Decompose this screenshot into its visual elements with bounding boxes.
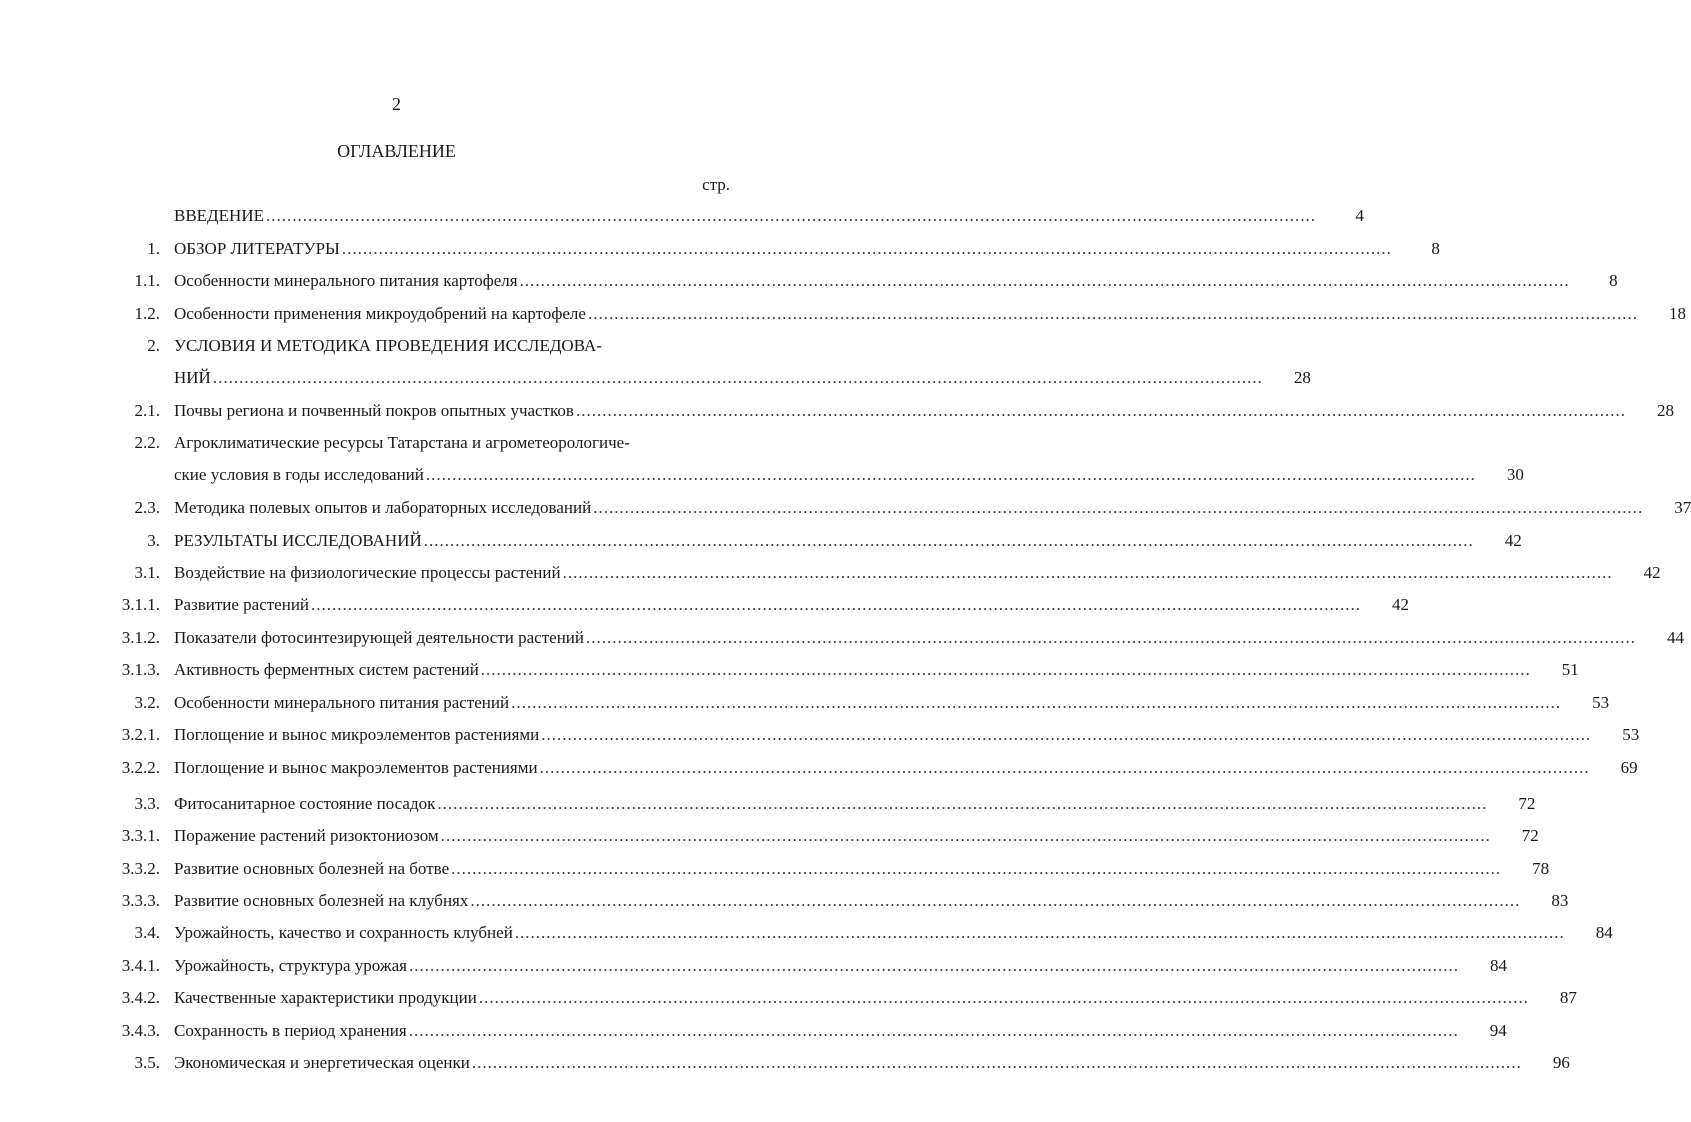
toc-text-continuation: НИЙ	[174, 368, 211, 387]
toc-text: Поражение растений ризоктониозом	[174, 826, 439, 845]
dot-leader: ........................................................................................................................................................................................................	[586, 628, 1636, 647]
toc-page-number: 42	[1392, 595, 1410, 614]
toc-entry	[100, 205, 1364, 227]
toc-text: Развитие основных болезней на ботве	[174, 859, 450, 878]
toc-entry	[100, 793, 1536, 815]
toc-page-number: 72	[1521, 826, 1539, 845]
toc-number: 3.3.	[134, 794, 160, 813]
toc-text: Экономическая и энергетическая оценки	[174, 1053, 470, 1072]
toc-text: Активность ферментных систем растений	[174, 660, 479, 679]
toc-text: Сохранность в период хранения	[174, 1021, 407, 1040]
toc-line	[100, 825, 1539, 847]
toc-entry	[100, 757, 1638, 779]
toc-text: Особенности минерального питания картофеля	[174, 271, 518, 290]
toc-entry	[100, 530, 1522, 552]
toc-page-number: 44	[1667, 628, 1684, 647]
toc-number: 2.3.	[134, 498, 160, 517]
toc-line	[100, 270, 1618, 292]
dot-leader: ........................................................................................................................................................................................................	[341, 239, 1392, 258]
toc-page-number: 94	[1489, 1021, 1507, 1040]
toc-entry	[100, 562, 1661, 584]
toc-entry	[100, 825, 1539, 847]
toc-text: Качественные характеристики продукции	[174, 988, 477, 1007]
dot-leader: ........................................................................................................................................................................................................	[511, 693, 1562, 712]
toc-number: 3.1.2.	[121, 628, 160, 647]
toc-text: Поглощение и вынос микроэлементов растениями	[174, 725, 540, 744]
dot-leader: ........................................................................................................................................................................................................	[514, 923, 1565, 942]
toc-line	[100, 890, 1569, 912]
toc-entry	[100, 335, 1311, 389]
dot-leader: ........................................................................................................................................................................................................	[575, 401, 1626, 420]
toc-line	[100, 238, 1440, 260]
toc-line	[100, 400, 1674, 422]
toc-page-number: 96	[1552, 1053, 1570, 1072]
page-title: ОГЛАВЛЕНИЕ	[337, 141, 456, 161]
toc-number: 1.1.	[134, 271, 160, 290]
dot-leader: ........................................................................................................................................................................................................	[408, 1021, 1459, 1040]
toc-text: Агроклиматические ресурсы Татарстана и агрометеорологиче-	[174, 433, 630, 452]
toc-page-number: 42	[1504, 531, 1522, 550]
toc-entry	[100, 692, 1610, 714]
dot-leader: ........................................................................................................................................................................................................	[519, 271, 1570, 290]
dot-leader: ........................................................................................................................................................................................................	[212, 368, 1263, 387]
toc-number: 2.	[147, 336, 160, 355]
toc-entry	[100, 890, 1569, 912]
toc-text: Развитие растений	[174, 595, 310, 614]
toc-entry	[100, 955, 1507, 977]
dot-leader: ........................................................................................................................................................................................................	[451, 859, 1502, 878]
toc-line	[100, 1020, 1507, 1042]
toc-number: 3.5.	[134, 1053, 160, 1072]
toc-number: 3.2.	[134, 693, 160, 712]
page-number: 2	[392, 94, 401, 114]
toc-text: Урожайность, качество и сохранность клубней	[174, 923, 513, 942]
toc-entry	[100, 1052, 1570, 1074]
dot-leader: ........................................................................................................................................................................................................	[408, 956, 1459, 975]
toc-entry	[100, 922, 1613, 944]
toc-text: Почвы региона и почвенный покров опытных участков	[174, 401, 574, 420]
toc-line	[100, 432, 730, 454]
toc-line	[100, 987, 1577, 1009]
toc-line	[100, 303, 1686, 325]
toc-text: Особенности минерального питания растений	[174, 693, 510, 712]
toc-text: Урожайность, структура урожая	[174, 956, 407, 975]
toc-line-continuation	[100, 367, 1311, 389]
toc-number: 1.2.	[134, 304, 160, 323]
page-column-label: стр.	[702, 175, 730, 194]
dot-leader: ........................................................................................................................................................................................................	[265, 206, 1316, 225]
dot-leader: ........................................................................................................................................................................................................	[480, 660, 1531, 679]
toc-line	[100, 594, 1410, 616]
toc-text: ВВЕДЕНИЕ	[174, 206, 264, 225]
toc-page-number: 28	[1293, 368, 1311, 387]
toc-number: 2.1.	[134, 401, 160, 420]
dot-leader: ........................................................................................................................................................................................................	[541, 725, 1592, 744]
toc-text: Методика полевых опытов и лабораторных исследований	[174, 498, 592, 517]
toc-line	[100, 955, 1507, 977]
toc-entry	[100, 270, 1618, 292]
toc-text: Показатели фотосинтезирующей деятельности растений	[174, 628, 584, 647]
toc-page-number: 51	[1561, 660, 1579, 679]
toc-text: Особенности применения микроудобрений на картофеле	[174, 304, 586, 323]
toc-page-number: 18	[1668, 304, 1686, 323]
toc-text-continuation: ские условия в годы исследований	[174, 465, 424, 484]
toc-entry	[100, 303, 1686, 325]
toc-entry	[100, 432, 1524, 486]
toc-page-number: 84	[1595, 923, 1613, 942]
toc-page-number: 53	[1592, 693, 1610, 712]
toc-text: Воздействие на физиологические процессы растений	[174, 563, 561, 582]
dot-leader: ........................................................................................................................................................................................................	[425, 465, 1476, 484]
toc-text: ОБЗОР ЛИТЕРАТУРЫ	[174, 239, 340, 258]
toc-number: 3.4.2.	[121, 988, 160, 1007]
dot-leader: ........................................................................................................................................................................................................	[593, 498, 1644, 517]
toc-line	[100, 562, 1661, 584]
toc-text: Поглощение и вынос макроэлементов растениями	[174, 758, 538, 777]
toc-page-number: 53	[1622, 725, 1640, 744]
toc-entry	[100, 594, 1410, 616]
toc-line	[100, 205, 1364, 227]
toc-page-number: 69	[1620, 758, 1638, 777]
toc-number: 3.3.1.	[121, 826, 160, 845]
toc-number: 3.4.3.	[121, 1021, 160, 1040]
dot-leader: ........................................................................................................................................................................................................	[539, 758, 1590, 777]
toc-entry	[100, 858, 1550, 880]
toc-page-number: 8	[1431, 239, 1440, 258]
toc-line	[100, 659, 1579, 681]
toc-entry	[100, 987, 1577, 1009]
toc-entry	[100, 627, 1684, 649]
toc-page-number: 78	[1532, 859, 1550, 878]
toc-page-number: 87	[1559, 988, 1577, 1007]
toc-page-number: 84	[1489, 956, 1507, 975]
toc-entry	[100, 659, 1579, 681]
toc-page-number: 4	[1355, 206, 1364, 225]
toc-page-number: 42	[1643, 563, 1661, 582]
toc-page-number: 72	[1518, 794, 1536, 813]
toc-number: 3.3.3.	[121, 891, 160, 910]
toc-page-number: 8	[1609, 271, 1618, 290]
toc-page-number: 30	[1506, 465, 1524, 484]
toc-line	[100, 627, 1684, 649]
toc-line	[100, 692, 1610, 714]
toc-entry	[100, 1020, 1507, 1042]
toc-number: 1.	[147, 239, 160, 258]
toc-number: 3.2.2.	[121, 758, 160, 777]
toc-number: 3.1.3.	[121, 660, 160, 679]
toc-page-number: 37	[1674, 498, 1691, 517]
dot-leader: ........................................................................................................................................................................................................	[423, 531, 1474, 550]
toc-line	[100, 1052, 1570, 1074]
toc-line	[100, 335, 730, 357]
dot-leader: ........................................................................................................................................................................................................	[440, 826, 1491, 845]
toc-text: Развитие основных болезней на клубнях	[174, 891, 469, 910]
dot-leader: ........................................................................................................................................................................................................	[587, 304, 1638, 323]
toc-line	[100, 530, 1522, 552]
toc-number: 2.2.	[134, 433, 160, 452]
toc-entry	[100, 400, 1674, 422]
toc-entry	[100, 724, 1640, 746]
toc-number: 3.4.	[134, 923, 160, 942]
toc-text: Фитосанитарное состояние посадок	[174, 794, 436, 813]
toc-line	[100, 757, 1638, 779]
dot-leader: ........................................................................................................................................................................................................	[437, 794, 1488, 813]
toc-line	[100, 724, 1640, 746]
toc-text: УСЛОВИЯ И МЕТОДИКА ПРОВЕДЕНИЯ ИССЛЕДОВА-	[174, 336, 602, 355]
dot-leader: ........................................................................................................................................................................................................	[470, 891, 1521, 910]
toc-page-number: 83	[1551, 891, 1569, 910]
dot-leader: ........................................................................................................................................................................................................	[471, 1053, 1522, 1072]
toc-line-continuation	[100, 464, 1524, 486]
toc-line	[100, 793, 1536, 815]
toc-number: 3.	[147, 531, 160, 550]
toc-number: 3.2.1.	[121, 725, 160, 744]
toc-entry	[100, 497, 1691, 519]
toc-line	[100, 497, 1691, 519]
toc-number: 3.1.	[134, 563, 160, 582]
dot-leader: ........................................................................................................................................................................................................	[562, 563, 1613, 582]
dot-leader: ........................................................................................................................................................................................................	[311, 595, 1362, 614]
toc-text: РЕЗУЛЬТАТЫ ИССЛЕДОВАНИЙ	[174, 531, 422, 550]
dot-leader: ........................................................................................................................................................................................................	[478, 988, 1529, 1007]
toc-page-number: 28	[1656, 401, 1674, 420]
toc-entry	[100, 238, 1440, 260]
toc-line	[100, 922, 1613, 944]
toc-number: 3.4.1.	[121, 956, 160, 975]
toc-line	[100, 858, 1550, 880]
toc-number: 3.1.1.	[121, 595, 160, 614]
toc-number: 3.3.2.	[121, 859, 160, 878]
